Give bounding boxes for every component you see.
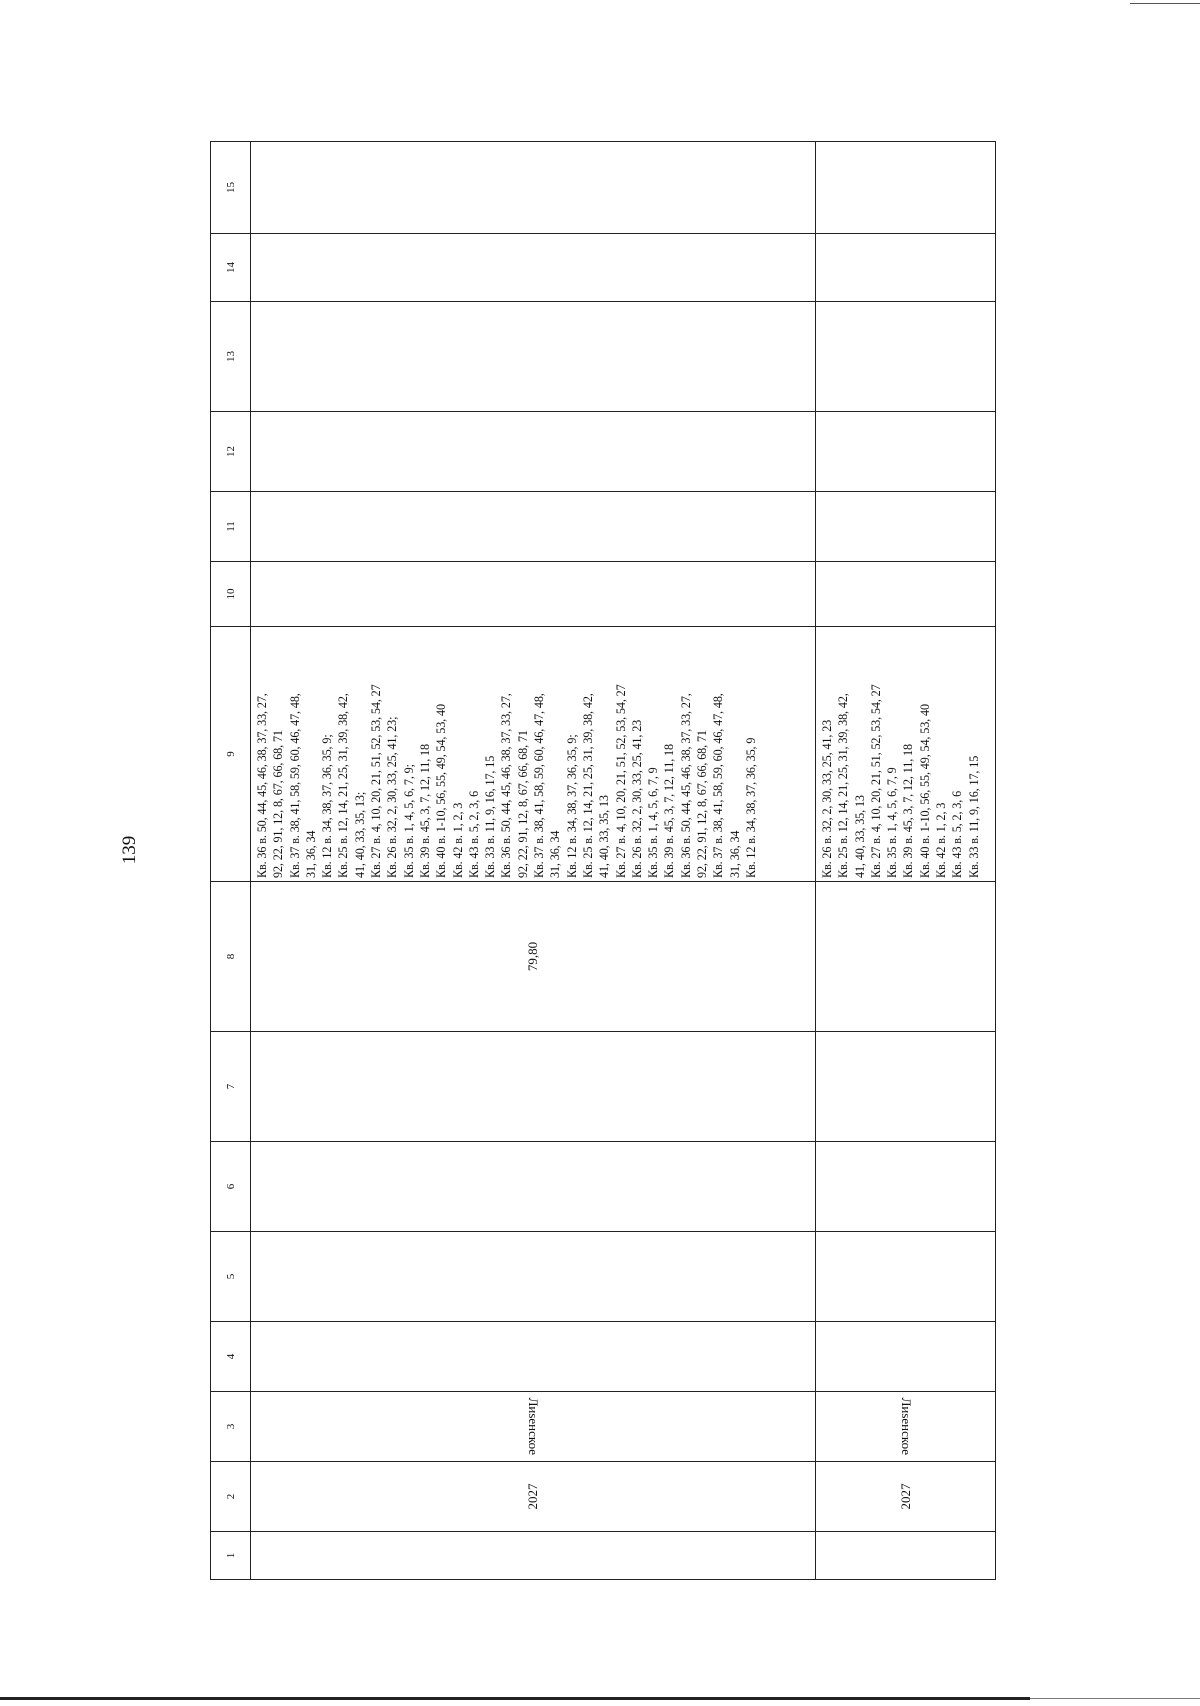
column-number: 13: [211, 302, 251, 412]
cell-empty: [251, 1032, 816, 1142]
cell-empty: [816, 1142, 996, 1232]
rotated-table-container: [210, 182, 995, 1580]
quarter-line: Кв. 36 в. 50, 44, 45, 46, 38, 37, 33, 27,: [255, 693, 269, 878]
quarter-line: Кв. 12 в. 34, 38, 37, 36, 35, 9: [743, 737, 758, 878]
quarter-line: Кв. 42 в. 1, 2, 3: [934, 802, 949, 878]
quarter-line: Кв. 39 в. 45, 3, 7, 12, 11, 18: [901, 744, 916, 878]
quarter-line: 31, 36, 34: [727, 830, 742, 878]
cell-empty: [251, 1232, 816, 1322]
column-number: 5: [211, 1232, 251, 1322]
quarter-line: Кв. 27 в. 4, 10, 20, 21, 51, 52, 53, 54, 27: [868, 684, 883, 878]
page-bottom-rule: [0, 1697, 1030, 1700]
value-cell: [816, 882, 996, 1032]
table-row: [251, 142, 816, 1580]
cell-empty: [251, 1142, 816, 1232]
page-top-rule: [1130, 3, 1200, 4]
cell-empty: [251, 1532, 816, 1580]
quarter-line: Кв. 26 в. 32, 2, 30, 33, 25, 41, 23;: [385, 716, 400, 878]
cell-empty: [816, 562, 996, 627]
quarter-line: 92, 22, 91, 12, 8, 67, 66, 68, 71: [515, 730, 530, 878]
quarter-line: Кв. 25 в. 12, 14, 21, 25, 31, 39, 38, 42,: [580, 693, 595, 878]
quarter-line: Кв. 39 в. 45, 3, 7, 12, 11, 18: [417, 744, 432, 878]
forestry-cell: [251, 1392, 816, 1462]
cell-empty: [816, 492, 996, 562]
quarters-cell: [816, 627, 996, 882]
quarter-line: Кв. 35 в. 1, 4, 5, 6, 7, 9: [885, 767, 900, 878]
quarter-line: Кв. 36 в. 50, 44, 45, 46, 38, 37, 33, 27,: [499, 693, 514, 878]
quarter-line: Кв. 12 в. 34, 38, 37, 36, 35, 9;: [564, 734, 579, 878]
column-number: 1: [211, 1532, 251, 1580]
cell-empty: [251, 234, 816, 302]
column-number: 11: [211, 492, 251, 562]
year-value: 2027: [897, 1483, 913, 1510]
quarter-line: Кв. 25 в. 12, 14, 21, 25, 31, 39, 38, 42,: [336, 693, 351, 878]
quarter-line: Кв. 27 в. 4, 10, 20, 21, 51, 52, 53, 54, 27: [613, 684, 628, 878]
quarter-line: Кв. 37 в. 38, 41, 58, 59, 60, 46, 47, 48,: [287, 693, 302, 878]
cell-empty: [251, 302, 816, 412]
cell-empty: [816, 412, 996, 492]
cell-empty: [816, 1532, 996, 1580]
column-number-row: [211, 142, 251, 1580]
quarter-line: Кв. 33 в. 11, 9, 16, 17, 15: [483, 755, 498, 878]
quarter-line: Кв. 39 в. 45, 3, 7, 12, 11, 18: [662, 744, 677, 878]
column-number: 2: [211, 1462, 251, 1532]
year-cell: [816, 1462, 996, 1532]
quarter-line: Кв. 40 в. 1-10, 56, 55, 49, 54, 53, 40: [434, 704, 449, 878]
quarter-line: 41, 40, 33, 35, 13;: [352, 791, 367, 878]
cell-empty: [816, 1232, 996, 1322]
cell-empty: [251, 412, 816, 492]
quarter-line: Кв. 27 в. 4, 10, 20, 21, 51, 52, 53, 54, 27: [369, 684, 384, 878]
quarter-line: Кв. 26 в. 32, 2, 30, 33, 25, 41, 23: [629, 719, 644, 878]
cell-empty: [251, 142, 816, 234]
quarter-line: Кв. 36 в. 50, 44, 45, 46, 38, 37, 33, 27,: [678, 693, 693, 878]
year-cell: [251, 1462, 816, 1532]
quarters-list: [819, 631, 982, 878]
quarter-line: Кв. 43 в. 5, 2, 3, 6: [466, 790, 481, 878]
cell-empty: [816, 1322, 996, 1392]
quarter-line: 92, 22, 91, 12, 8, 67, 66, 68, 71: [271, 730, 286, 878]
quarter-line: Кв. 26 в. 32, 2, 30, 33, 25, 41, 23: [820, 719, 834, 878]
column-number: 3: [211, 1392, 251, 1462]
quarter-line: Кв. 43 в. 5, 2, 3, 6: [950, 790, 965, 878]
page-bottom-rule-thin: [1030, 1698, 1200, 1699]
quarter-line: Кв. 42 в. 1, 2, 3: [450, 802, 465, 878]
forestry-name: Лиsенское: [898, 1397, 914, 1456]
cell-empty: [816, 1032, 996, 1142]
column-number: 4: [211, 1322, 251, 1392]
column-number: 10: [211, 562, 251, 627]
column-number: 15: [211, 142, 251, 234]
cell-empty: [251, 562, 816, 627]
quarter-line: Кв. 12 в. 34, 38, 37, 36, 35, 9;: [320, 734, 335, 878]
quarter-line: 31, 36, 34: [548, 830, 563, 878]
forestry-cell: [816, 1392, 996, 1462]
table-row: [816, 142, 996, 1580]
quarter-line: 41, 40, 33, 35, 13: [597, 795, 612, 878]
quarter-line: Кв. 40 в. 1-10, 56, 55, 49, 54, 53, 40: [917, 704, 932, 878]
quarter-line: Кв. 35 в. 1, 4, 5, 6, 7, 9;: [401, 764, 416, 878]
quarters-list: [254, 631, 759, 878]
cell-empty: [251, 1322, 816, 1392]
quarter-line: Кв. 25 в. 12, 14, 21, 25, 31, 39, 38, 42,: [836, 693, 851, 878]
value-cell: [251, 882, 816, 1032]
column-number: 6: [211, 1142, 251, 1232]
column-number: 12: [211, 412, 251, 492]
quarter-line: Кв. 33 в. 11, 9, 16, 17, 15: [966, 755, 981, 878]
cell-empty: [816, 142, 996, 234]
cell-empty: [251, 492, 816, 562]
column-number: 9: [211, 627, 251, 882]
cell-empty: [816, 302, 996, 412]
column-number: 8: [211, 882, 251, 1032]
year-value: 2027: [525, 1483, 540, 1510]
quarter-line: Кв. 37 в. 38, 41, 58, 59, 60, 46, 47, 48,: [532, 693, 547, 878]
column-number: 14: [211, 234, 251, 302]
forestry-table: [210, 141, 996, 1580]
value-text: 79,80: [525, 941, 540, 972]
cell-empty: [816, 234, 996, 302]
quarter-line: Кв. 37 в. 38, 41, 58, 59, 60, 46, 47, 48,: [711, 693, 726, 878]
column-number: 7: [211, 1032, 251, 1142]
quarters-cell: [251, 627, 816, 882]
page-number: 139: [119, 835, 140, 865]
forestry-name: Лиsенское: [526, 1397, 541, 1456]
quarter-line: 31, 36, 34: [303, 830, 318, 878]
quarter-line: 41, 40, 33, 35, 13: [852, 795, 867, 878]
quarter-line: 92, 22, 91, 12, 8, 67, 66, 68, 71: [695, 730, 710, 878]
quarter-line: Кв. 35 в. 1, 4, 5, 6, 7, 9: [646, 767, 661, 878]
